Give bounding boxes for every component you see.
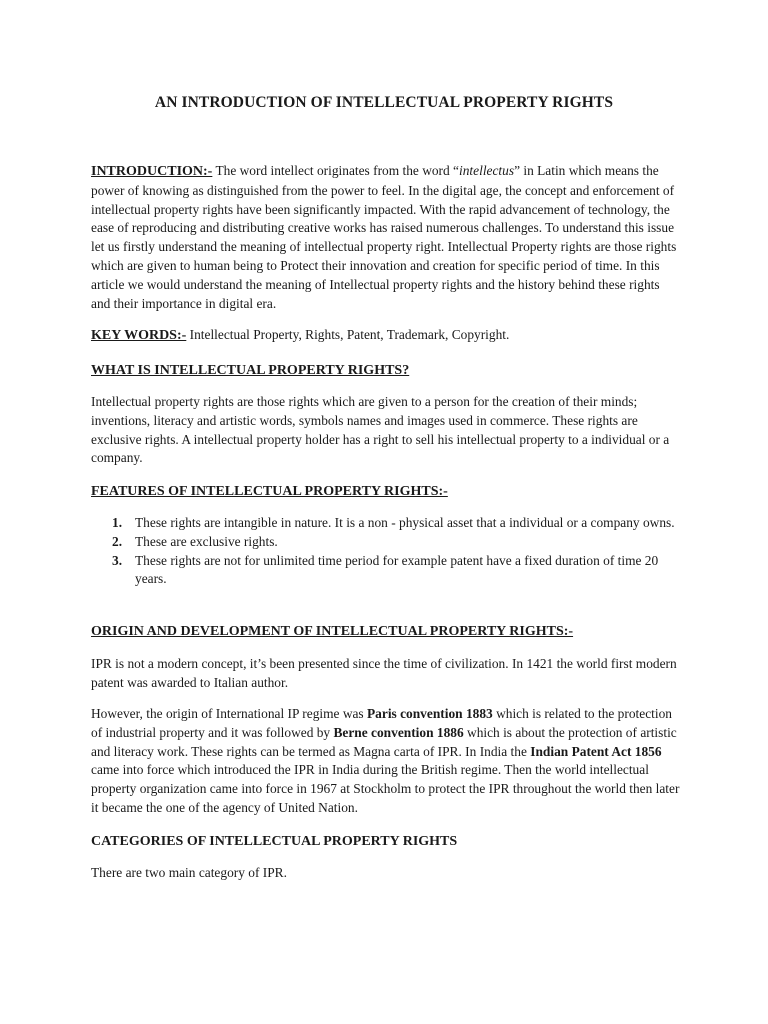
keywords-heading: KEY WORDS:- bbox=[91, 328, 187, 343]
origin-text: However, the origin of International IP regime was bbox=[91, 706, 367, 721]
features-list bbox=[91, 514, 681, 589]
what-is-heading bbox=[91, 361, 681, 381]
categories-heading bbox=[91, 832, 681, 852]
introduction-heading: INTRODUCTION:- bbox=[91, 164, 213, 179]
features-heading bbox=[91, 482, 681, 502]
berne-convention-text: Berne convention 1886 bbox=[333, 724, 464, 740]
paris-convention-text: Paris convention 1883 bbox=[367, 706, 493, 721]
origin-heading bbox=[91, 622, 681, 642]
features-heading-text: FEATURES OF INTELLECTUAL PROPERTY RIGHTS:- bbox=[91, 484, 448, 499]
introduction-text-pre: The word intellect originates from the word “ bbox=[212, 163, 460, 178]
keywords-text: Intellectual Property, Rights, Patent, Trademark, Copyright. bbox=[186, 327, 510, 342]
introduction-text-post: ” in Latin which means the power of knowing as distinguished from the power to feel. In the digital age, the concept and enforcement of intellectual property rights have been significantly impacted. With the rapid advancement of technology, the ease of reproducing and distributing creative works has raised numerous challenges. To understand this issue let us firstly understand the meaning of intellectual property right. Intellectual Property rights are those rights which are given to human being to Protect their innovation and creation for specific period of time. In this article we would understand the meaning of Intellectual property rights and the history behind these rights and their importance in digital era. bbox=[91, 163, 677, 311]
origin-paragraph-1: IPR is not a modern concept, it’s been presented since the time of civilization. In 1421 the world first modern patent was awarded to Italian author. bbox=[91, 656, 677, 690]
list-item-text: These rights are not for unlimited time period for example patent have a fixed duration of time 20 years. bbox=[135, 552, 659, 587]
list-item bbox=[91, 514, 681, 533]
introduction-italic-word: intellectus bbox=[459, 163, 515, 178]
list-item bbox=[91, 552, 681, 590]
origin-text: came into force which introduced the IPR in India during the British regime. Then the world intellectual property organization came into force in 1967 at Stockholm to protect the IPR throughout the world then later it became the one of the agency of United Nation. bbox=[91, 762, 680, 815]
list-item-text: These are exclusive rights. bbox=[135, 533, 278, 549]
what-is-heading-text: WHAT IS INTELLECTUAL PROPERTY RIGHTS? bbox=[91, 363, 410, 378]
origin-text: which is about the protection of artistic and literacy work. These rights can be termed as Magna carta of IPR. In India the bbox=[91, 724, 677, 759]
list-item bbox=[91, 533, 681, 552]
categories-paragraph: There are two main category of IPR. bbox=[91, 865, 287, 880]
list-item-number: 1. bbox=[112, 515, 123, 530]
list-item-number: 3. bbox=[112, 552, 123, 568]
categories-heading-text: CATEGORIES OF INTELLECTUAL PROPERTY RIGHTS bbox=[91, 834, 458, 849]
list-item-text: These rights are intangible in nature. It is a non - physical asset that a individual or a company owns. bbox=[135, 515, 675, 530]
origin-text: which is related to the protection of industrial property and it was followed by bbox=[91, 706, 672, 740]
keywords-paragraph bbox=[91, 326, 681, 346]
origin-paragraph-2 bbox=[91, 705, 681, 818]
introduction-paragraph bbox=[91, 162, 681, 313]
what-is-paragraph: Intellectual property rights are those rights which are given to a person for the creation of their minds; inventions, literacy and artistic words, symbols names and images used in commerce. These rights are exclusive rights. A intellectual property holder has a right to sell his intellectual property to a individual or a company. bbox=[91, 394, 670, 466]
document-title: AN INTRODUCTION OF INTELLECTUAL PROPERTY RIGHTS bbox=[154, 94, 614, 111]
list-item-number: 2. bbox=[112, 533, 123, 549]
indian-patent-act-text: Indian Patent Act 1856 bbox=[530, 743, 662, 759]
origin-heading-text: ORIGIN AND DEVELOPMENT OF INTELLECTUAL PROPERTY RIGHTS:- bbox=[91, 624, 574, 639]
